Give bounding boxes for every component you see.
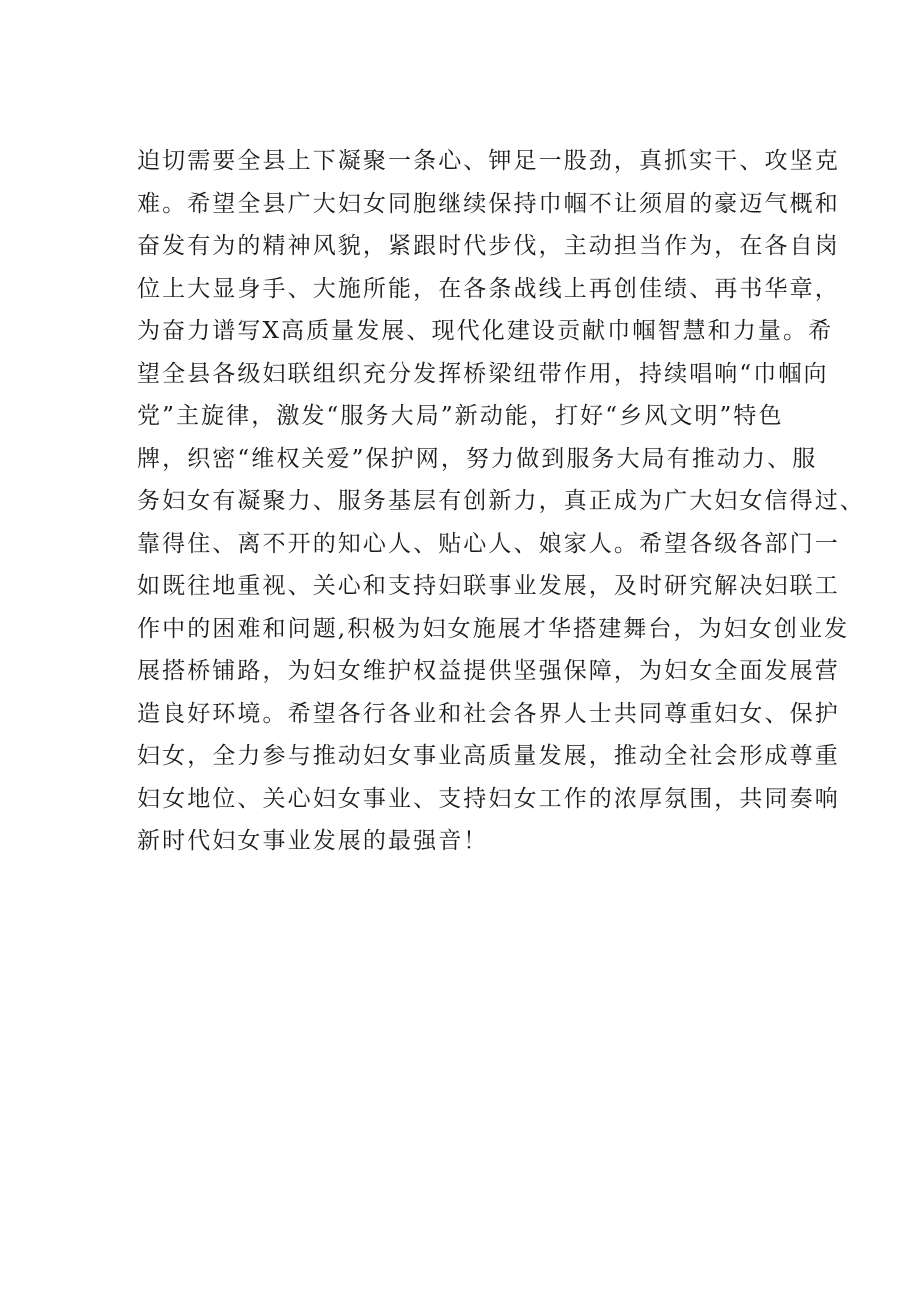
text-line: 新时代妇女事业发展的最强音！ — [137, 828, 489, 854]
text-line: 迫切需要全县上下凝聚一条心、钾足一股劲，真抓实干、攻坚克 — [137, 148, 840, 174]
text-line: 作中的困难和问题,积极为妇女施展才华搭建舞台，为妇女创业发 — [137, 615, 850, 642]
text-line: 位上大显身手、大施所能，在各条战线上再创佳绩、再书华章， — [137, 275, 840, 302]
text-line: 牌，织密“维权关爱”保护网，努力做到服务大局有推动力、服 — [137, 445, 818, 472]
text-line: 为奋力谱写X高质量发展、现代化建设贡献巾帼智慧和力量。希 — [137, 318, 834, 344]
text-line: 难。希望全县广大妇女同胞继续保持巾帼不让须眉的豪迈气概和 — [137, 190, 840, 217]
text-line: 妇女地位、关心妇女事业、支持妇女工作的浓厚氛围，共同奏响 — [137, 785, 840, 812]
text-line: 妇女，全力参与推动妇女事业高质量发展，推动全社会形成尊重 — [137, 743, 840, 769]
body-paragraph — [137, 140, 865, 863]
text-line: 靠得住、离不开的知心人、贴心人、娘家人。希望各级各部门一 — [137, 530, 840, 557]
text-line: 奋发有为的精神风貌，紧跟时代步伐，主动担当作为，在各自岗 — [137, 233, 840, 259]
text-line: 望全县各级妇联组织充分发挥桥梁纽带作用，持续唱响“巾帼向 — [137, 360, 829, 387]
text-line: 务妇女有凝聚力、服务基层有创新力，真正成为广大妇女信得过、 — [137, 488, 865, 514]
text-line: 造良好环境。希望各行各业和社会各界人士共同尊重妇女、保护 — [137, 700, 840, 727]
text-line: 展搭桥铺路，为妇女维护权益提供坚强保障，为妇女全面发展营 — [137, 658, 840, 684]
text-line: 如既往地重视、关心和支持妇联事业发展，及时研究解决妇联工 — [137, 573, 840, 599]
text-line: 党”主旋律，激发“服务大局”新动能，打好“乡风文明”特色 — [137, 403, 784, 429]
